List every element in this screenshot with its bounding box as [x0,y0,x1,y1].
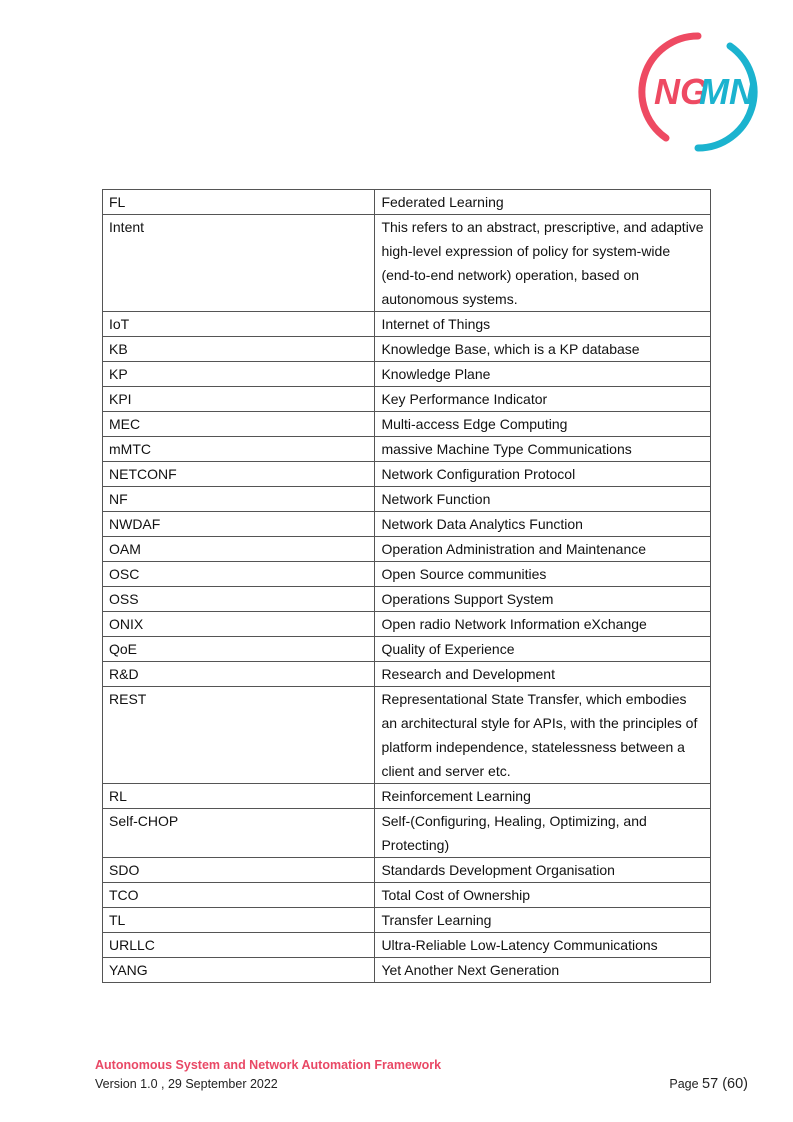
definition-cell: Knowledge Plane [375,362,711,387]
definition-cell: Representational State Transfer, which embodies an architectural style for APIs, with the principles of platform independence, statelessness between a client and server etc. [375,687,711,784]
table-row [103,908,711,933]
table-row [103,784,711,809]
definition-cell: Operations Support System [375,587,711,612]
table-row [103,487,711,512]
definition-cell: Yet Another Next Generation [375,958,711,983]
table-row [103,462,711,487]
term-cell: IoT [103,312,375,337]
definition-cell: Multi-access Edge Computing [375,412,711,437]
logo-text-mn: MN [699,71,755,112]
footer-document-title: Autonomous System and Network Automation Framework [95,1058,442,1072]
table-row [103,958,711,983]
table-row [103,215,711,312]
term-cell: YANG [103,958,375,983]
definition-cell: Internet of Things [375,312,711,337]
term-cell: R&D [103,662,375,687]
table-row [103,562,711,587]
table-row [103,933,711,958]
term-cell: TCO [103,883,375,908]
definition-cell: This refers to an abstract, prescriptive, and adaptive high-level expression of policy for system-wide (end-to-end network) operation, based on autonomous systems. [375,215,711,312]
abbreviations-table [102,189,711,983]
term-cell: Self-CHOP [103,809,375,858]
definition-cell: Federated Learning [375,190,711,215]
table-row [103,537,711,562]
footer-page-indicator [669,1076,748,1092]
footer-version: Version 1.0 , 29 September 2022 [95,1077,278,1091]
table-row [103,809,711,858]
term-cell: mMTC [103,437,375,462]
definition-cell: Quality of Experience [375,637,711,662]
table-row [103,612,711,637]
footer-page-label: Page [669,1077,703,1091]
footer-page-number: 57 [702,1076,719,1092]
definition-cell: Transfer Learning [375,908,711,933]
term-cell: OSS [103,587,375,612]
table-row [103,858,711,883]
term-cell: NF [103,487,375,512]
definition-cell: Network Function [375,487,711,512]
definition-cell: Research and Development [375,662,711,687]
term-cell: TL [103,908,375,933]
table-row [103,190,711,215]
term-cell: URLLC [103,933,375,958]
term-cell: REST [103,687,375,784]
table-row [103,412,711,437]
table-row [103,362,711,387]
definition-cell: Reinforcement Learning [375,784,711,809]
definition-cell: Knowledge Base, which is a KP database [375,337,711,362]
table-row [103,437,711,462]
term-cell: OSC [103,562,375,587]
term-cell: KP [103,362,375,387]
definition-cell: Operation Administration and Maintenance [375,537,711,562]
term-cell: QoE [103,637,375,662]
term-cell: RL [103,784,375,809]
table-row [103,637,711,662]
term-cell: NETCONF [103,462,375,487]
definition-cell: Network Data Analytics Function [375,512,711,537]
definition-cell: Total Cost of Ownership [375,883,711,908]
table-row [103,687,711,784]
term-cell: SDO [103,858,375,883]
ngmn-logo-graphic [636,30,760,154]
term-cell: NWDAF [103,512,375,537]
table-row [103,883,711,908]
abbreviations-table-body [103,190,711,983]
definition-cell: Standards Development Organisation [375,858,711,883]
term-cell: OAM [103,537,375,562]
term-cell: Intent [103,215,375,312]
ngmn-logo [636,30,760,154]
footer-page-total: (60) [718,1076,748,1092]
definition-cell: Network Configuration Protocol [375,462,711,487]
definition-cell: massive Machine Type Communications [375,437,711,462]
table-row [103,587,711,612]
table-row [103,387,711,412]
definition-cell: Self-(Configuring, Healing, Optimizing, and Protecting) [375,809,711,858]
table-row [103,662,711,687]
term-cell: MEC [103,412,375,437]
table-row [103,337,711,362]
definition-cell: Ultra-Reliable Low-Latency Communications [375,933,711,958]
definition-cell: Open radio Network Information eXchange [375,612,711,637]
logo-text-ng: NG [654,71,708,112]
term-cell: KPI [103,387,375,412]
term-cell: KB [103,337,375,362]
table-row [103,312,711,337]
definition-cell: Open Source communities [375,562,711,587]
term-cell: ONIX [103,612,375,637]
term-cell: FL [103,190,375,215]
definition-cell: Key Performance Indicator [375,387,711,412]
table-row [103,512,711,537]
